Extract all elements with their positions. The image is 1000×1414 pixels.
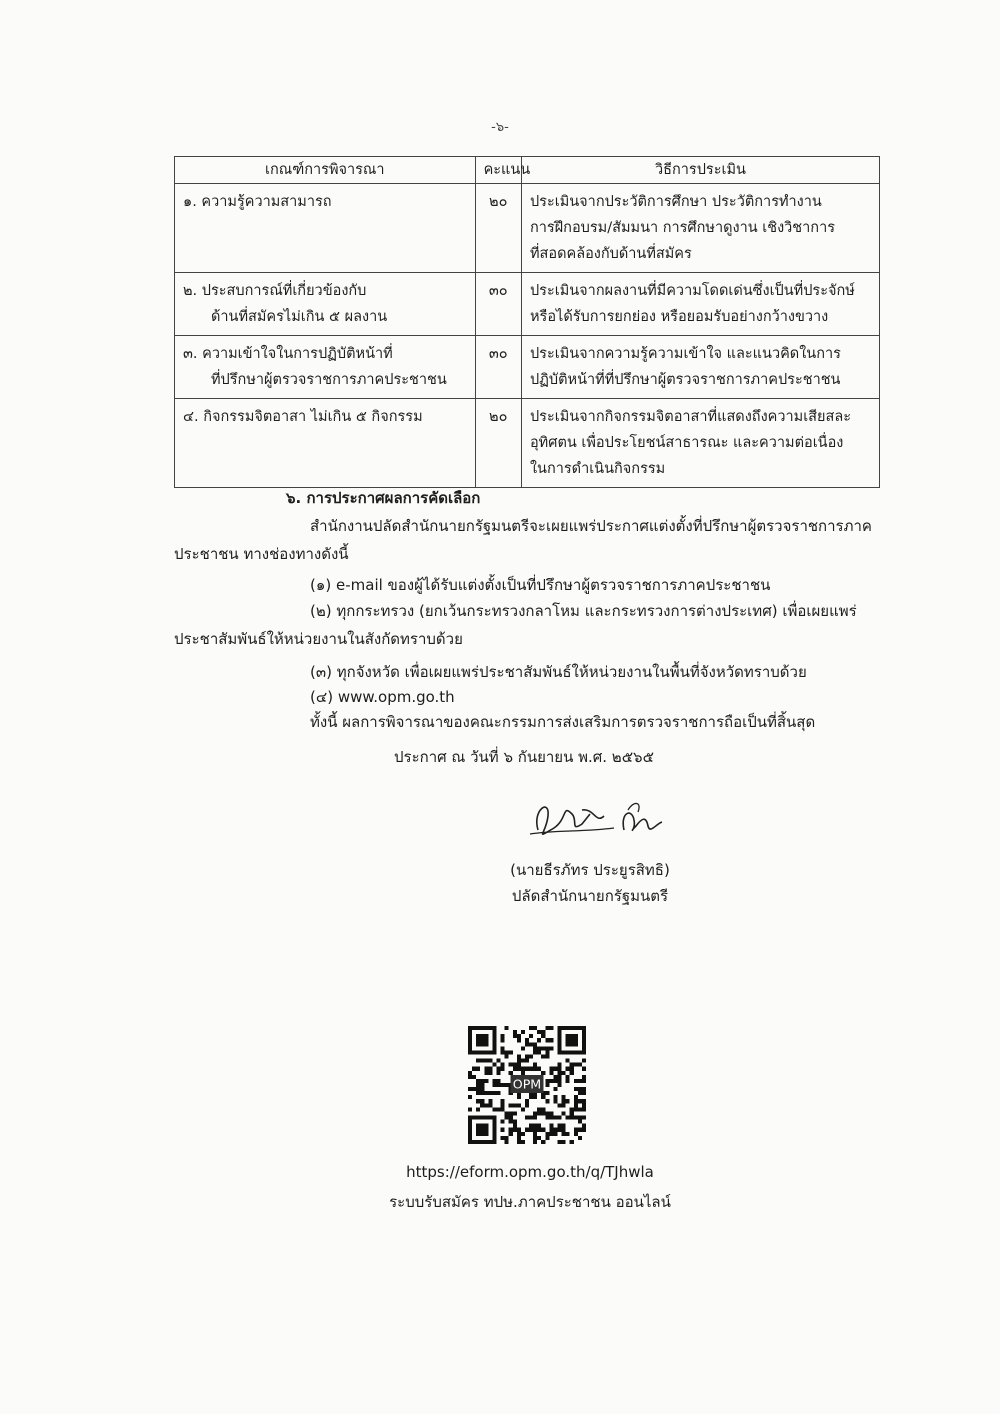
method-line: ประเมินจากกิจกรรมจิตอาสาที่แสดงถึงความเสียสละ bbox=[529, 409, 852, 425]
evaluation-criteria-table bbox=[174, 156, 880, 488]
qr-caption: ระบบรับสมัคร ทปษ.ภาคประชาชน ออนไลน์ bbox=[389, 1193, 671, 1211]
score-cell: ๓๐ bbox=[475, 336, 521, 399]
method-line: ประเมินจากความรู้ความเข้าใจ และแนวคิดในการ bbox=[529, 346, 841, 362]
method-line: อุทิศตน เพื่อประโยชน์สาธารณะ และความต่อเนื่อง bbox=[529, 435, 844, 451]
method-cell bbox=[521, 273, 879, 336]
table-row bbox=[175, 399, 880, 488]
method-line: หรือได้รับการยกย่อง หรือยอมรับอย่างกว้างขวาง bbox=[529, 309, 829, 325]
criterion-cell bbox=[175, 336, 476, 399]
method-line: ประเมินจากประวัติการศึกษา ประวัติการทำงาน bbox=[529, 194, 822, 210]
signer-name: (นายธีรภัทร ประยูรสิทธิ) bbox=[510, 861, 670, 879]
method-cell bbox=[521, 336, 879, 399]
page-number: -๖- bbox=[491, 120, 509, 135]
qr-code bbox=[468, 1026, 586, 1144]
table-row bbox=[175, 184, 880, 273]
criterion-text: ๔. กิจกรรมจิตอาสา ไม่เกิน ๕ กิจกรรม bbox=[183, 409, 423, 425]
header-criterion: เกณฑ์การพิจารณา bbox=[175, 157, 476, 184]
method-line: ปฏิบัติหน้าที่ที่ปรึกษาผู้ตรวจราชการภาคประชาชน bbox=[529, 372, 841, 388]
signer-position: ปลัดสำนักนายกรัฐมนตรี bbox=[511, 887, 669, 905]
announcement-date: ประกาศ ณ วันที่ ๖ กันยายน พ.ศ. ๒๕๖๕ bbox=[394, 748, 654, 766]
method-line: ในการดำเนินกิจกรรม bbox=[529, 461, 666, 477]
table-row bbox=[175, 336, 880, 399]
qr-logo-text: OPM bbox=[512, 1076, 542, 1092]
registration-url[interactable]: https://eform.opm.go.th/q/TJhwla bbox=[406, 1163, 654, 1181]
header-score: คะแนน bbox=[475, 157, 521, 184]
criterion-text: ที่ปรึกษาผู้ตรวจราชการภาคประชาชน bbox=[211, 372, 447, 388]
header-method: วิธีการประเมิน bbox=[521, 157, 879, 184]
criterion-cell bbox=[175, 184, 476, 273]
table-header-row bbox=[175, 157, 880, 184]
channel-item: (๑) e-mail ของผู้ได้รับแต่งตั้งเป็นที่ปรึกษาผู้ตรวจราชการภาคประชาชน bbox=[310, 576, 771, 594]
criterion-text: ๑. ความรู้ความสามารถ bbox=[183, 194, 332, 210]
handwritten-signature bbox=[524, 790, 674, 850]
method-line: ที่สอดคล้องกับด้านที่สมัคร bbox=[529, 246, 692, 262]
score-cell: ๓๐ bbox=[475, 273, 521, 336]
criterion-cell bbox=[175, 399, 476, 488]
method-cell bbox=[521, 184, 879, 273]
channel-item: (๔) www.opm.go.th bbox=[310, 688, 455, 706]
method-line: ประเมินจากผลงานที่มีความโดดเด่นซึ่งเป็นที่ประจักษ์ bbox=[529, 283, 855, 299]
criterion-text: ๓. ความเข้าใจในการปฏิบัติหน้าที่ bbox=[183, 346, 393, 362]
criterion-text: ด้านที่สมัครไม่เกิน ๕ ผลงาน bbox=[211, 309, 388, 325]
section-heading: ๖. การประกาศผลการคัดเลือก bbox=[286, 489, 481, 507]
method-line: การฝึกอบรม/สัมมนา การศึกษาดูงาน เชิงวิชาการ bbox=[529, 220, 835, 236]
score-cell: ๒๐ bbox=[475, 184, 521, 273]
criterion-cell bbox=[175, 273, 476, 336]
channel-item: (๓) ทุกจังหวัด เพื่อเผยแพร่ประชาสัมพันธ์ให้หน่วยงานในพื้นที่จังหวัดทราบด้วย bbox=[310, 663, 807, 681]
table-row bbox=[175, 273, 880, 336]
score-cell: ๒๐ bbox=[475, 399, 521, 488]
final-statement: ทั้งนี้ ผลการพิจารณาของคณะกรรมการส่งเสริมการตรวจราชการถือเป็นที่สิ้นสุด bbox=[310, 713, 816, 731]
criterion-text: ๒. ประสบการณ์ที่เกี่ยวข้องกับ bbox=[183, 283, 367, 299]
channel-item: (๒) ทุกกระทรวง (ยกเว้นกระทรวงกลาโหม และกระทรวงการต่างประเทศ) เพื่อเผยแพร่ประชาสัมพันธ์ให้หน่วยงานในสังกัดทราบด้วย bbox=[174, 602, 857, 648]
section-intro: สำนักงานปลัดสำนักนายกรัฐมนตรีจะเผยแพร่ประกาศแต่งตั้งที่ปรึกษาผู้ตรวจราชการภาคประชาชน ทางช่องทางดังนี้ bbox=[174, 517, 872, 563]
method-cell bbox=[521, 399, 879, 488]
